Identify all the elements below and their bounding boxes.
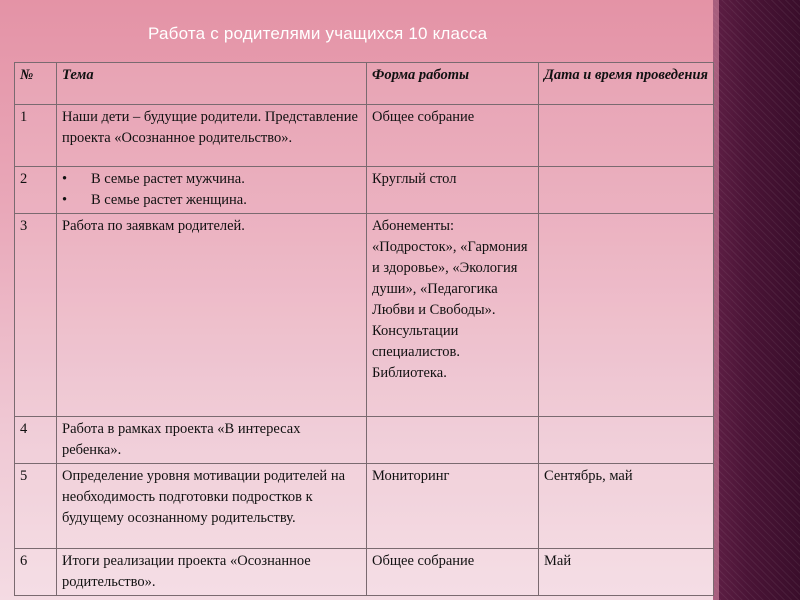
header-topic: Тема: [57, 63, 367, 105]
header-form: Форма работы: [367, 63, 539, 105]
row-date: Май: [539, 549, 714, 596]
row-form: [367, 417, 539, 464]
row-form: Общее собрание: [367, 105, 539, 167]
work-plan-table: [14, 62, 714, 596]
table-header-row: [15, 63, 714, 105]
bullet-icon: •: [62, 192, 68, 208]
row-date: [539, 105, 714, 167]
row-date: [539, 214, 714, 417]
row-date: [539, 417, 714, 464]
row-topic: Работа в рамках проекта «В интересах ребенка».: [57, 417, 367, 464]
row-number: 2: [15, 167, 57, 214]
row-number: 3: [15, 214, 57, 417]
table-row: [15, 549, 714, 596]
bullet-icon: •: [62, 171, 68, 187]
header-date: Дата и время проведения: [539, 63, 714, 105]
row-number: 4: [15, 417, 57, 464]
table-row: [15, 105, 714, 167]
row-form: Круглый стол: [367, 167, 539, 214]
table-row: [15, 214, 714, 417]
row-number: 1: [15, 105, 57, 167]
topic-list-item: [62, 169, 361, 190]
table-row: [15, 417, 714, 464]
header-number: №: [15, 63, 57, 105]
decorative-side-band: [713, 0, 800, 600]
topic-list-item: [62, 190, 361, 211]
row-topic: Итоги реализации проекта «Осознанное родительство».: [57, 549, 367, 596]
row-form: Мониторинг: [367, 464, 539, 549]
row-number: 5: [15, 464, 57, 549]
topic-list-item-text: В семье растет мужчина.: [91, 171, 245, 187]
row-topic: Работа по заявкам родителей.: [57, 214, 367, 417]
row-number: 6: [15, 549, 57, 596]
row-form: Общее собрание: [367, 549, 539, 596]
table-row: [15, 464, 714, 549]
topic-list-item-text: В семье растет женщина.: [91, 192, 247, 208]
row-date: Сентябрь, май: [539, 464, 714, 549]
row-form: Абонементы: «Подросток», «Гармония и здоровье», «Экология души», «Педагогика Любви и Свободы». Консультации специалистов. Библиотека.: [367, 214, 539, 417]
row-topic: Определение уровня мотивации родителей на необходимость подготовки подростков к будущему осознанному родительству.: [57, 464, 367, 549]
slide-title: Работа с родителями учащихся 10 класса: [148, 24, 488, 43]
row-date: [539, 167, 714, 214]
table-row: [15, 167, 714, 214]
row-topic: Наши дети – будущие родители. Представление проекта «Осознанное родительство».: [57, 105, 367, 167]
row-topic: [57, 167, 367, 214]
